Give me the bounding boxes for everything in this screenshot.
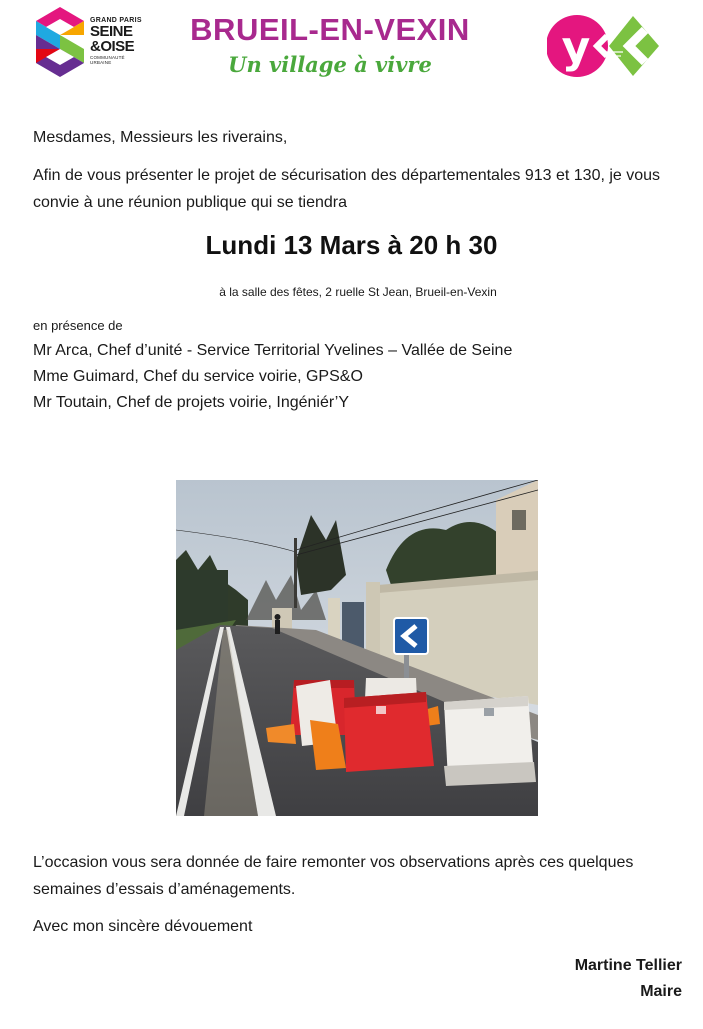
svg-text:y: y	[561, 22, 591, 73]
gpso-line2: SEINE	[90, 23, 133, 40]
meeting-date: Lundi 13 Mars à 20 h 30	[205, 230, 498, 260]
village-title-block	[190, 10, 470, 79]
signature-title: Maire	[640, 983, 682, 1000]
regards: Avec mon sincère dévouement	[33, 918, 253, 935]
closing-paragraph: L’occasion vous sera donnée de faire remonter vos observations après ces quelques semaines d’essais d’aménagements.	[33, 854, 634, 898]
village-name: BRUEIL-EN-VEXIN	[190, 12, 470, 47]
attendee-item: Mr Arca, Chef d’unité - Service Territorial Yvelines – Vallée de Seine	[33, 342, 513, 359]
intro-paragraph: Afin de vous présenter le projet de sécurisation des départementales 913 et 130, je vous convie à une réunion publique qui se tiendra	[33, 167, 661, 211]
gpso-s-mark	[32, 7, 88, 83]
attendee-item: Mme Guimard, Chef du service voirie, GPS&O	[33, 368, 363, 385]
signature-block	[575, 953, 682, 1005]
attendee-list	[33, 338, 512, 416]
signature-name: Martine Tellier	[574, 957, 682, 974]
gpso-logo	[32, 7, 142, 83]
road-barriers-photo	[176, 480, 538, 816]
greeting: Mesdames, Messieurs les riverains,	[33, 129, 288, 146]
gpso-wordmark	[90, 17, 142, 65]
yvelines-logo	[547, 12, 662, 80]
village-slogan: Un village à vivre	[228, 52, 432, 77]
attendee-item: Mr Toutain, Chef de projets voirie, Ingéniér’Y	[33, 394, 350, 411]
gpso-line1: GRAND PARIS	[90, 17, 142, 24]
gpso-line3: &OISE	[90, 38, 135, 55]
meeting-venue: à la salle des fêtes, 2 ruelle St Jean, Brueil-en-Vexin	[219, 285, 497, 299]
presence-intro: en présence de	[33, 318, 123, 333]
gpso-line4: COMMUNAUTÉ URBAINE	[90, 55, 125, 65]
